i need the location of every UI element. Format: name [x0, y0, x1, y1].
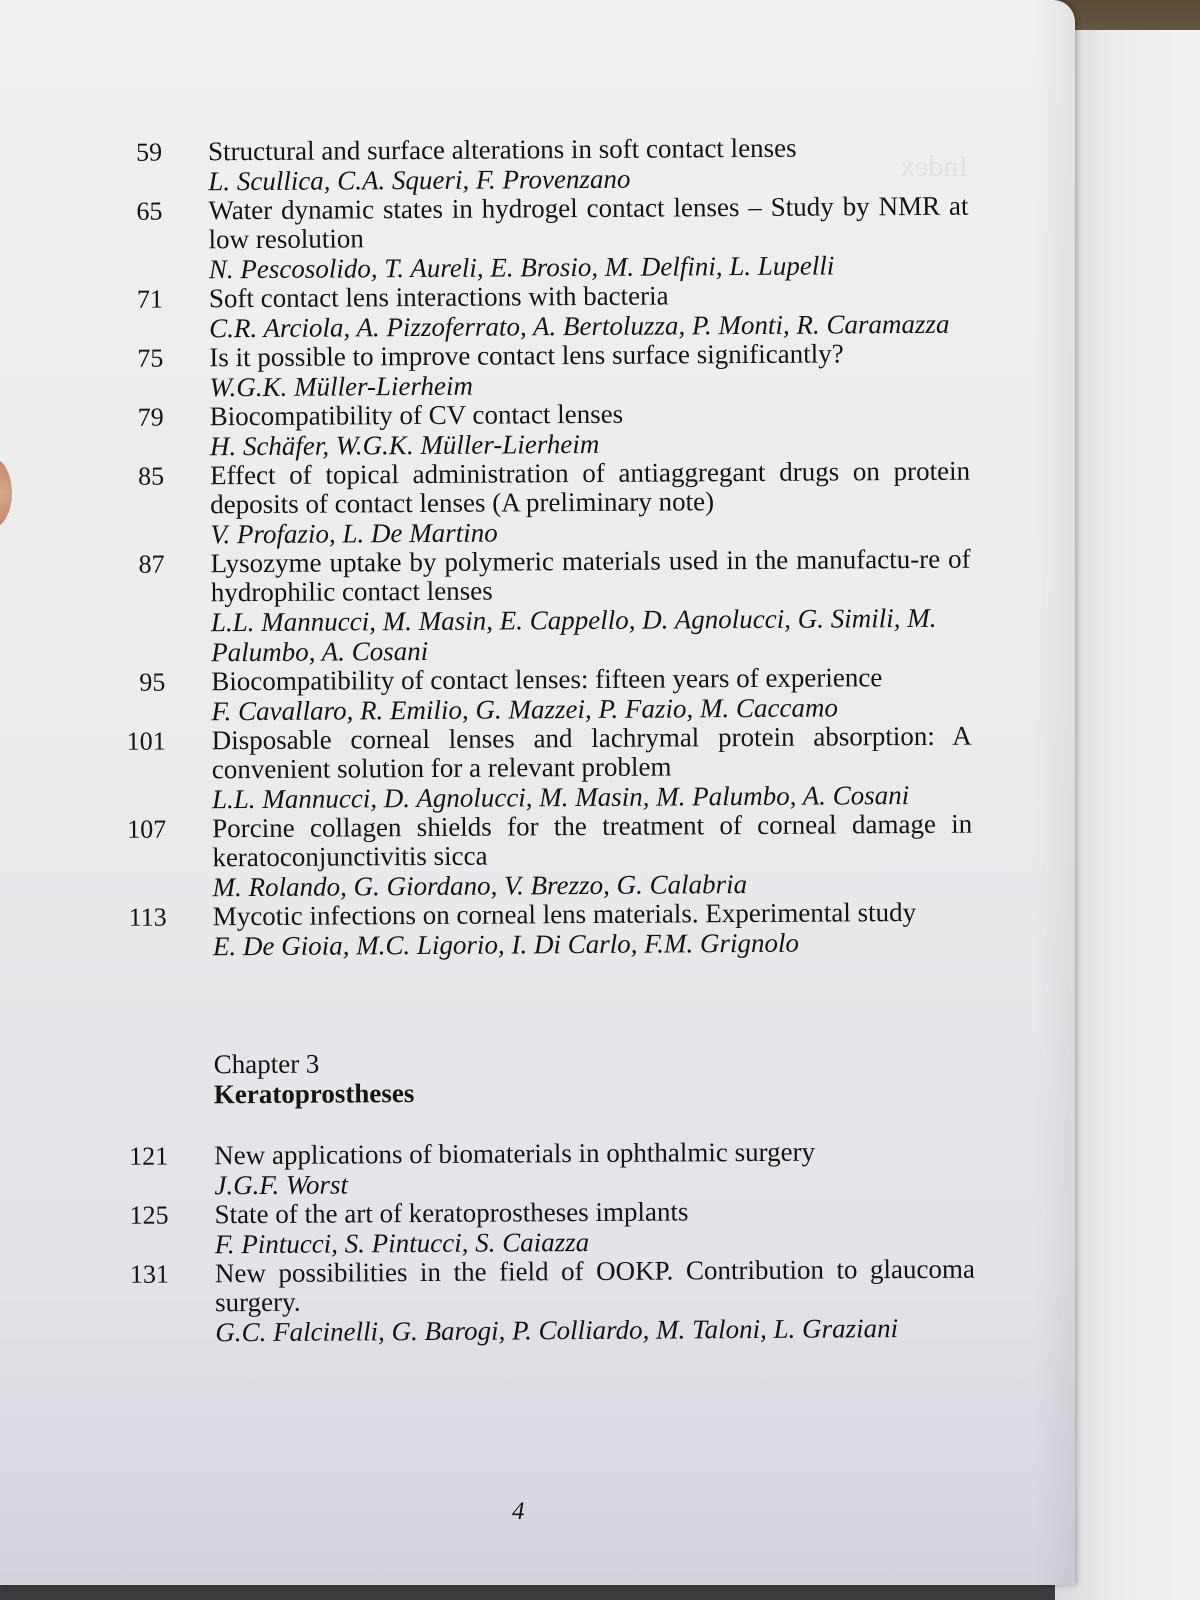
entry-authors: V. Profazio, L. De Martino — [210, 517, 498, 550]
toc-entry — [98, 1136, 998, 1200]
entry-text — [211, 545, 972, 668]
entry-text — [214, 1196, 974, 1260]
entry-authors: C.R. Arciola, A. Pizzoferrato, A. Bertoluzza, P. Monti, R. Caramazza — [209, 308, 950, 344]
entry-authors: N. Pescosolido, T. Aureli, E. Brosio, M. Delfini, L. Lupelli — [208, 250, 835, 285]
entry-authors: W.G.K. Müller-Lierheim — [209, 370, 474, 403]
entry-authors: F. Cavallaro, R. Emilio, G. Mazzei, P. Fazio, M. Caccamo — [211, 692, 839, 727]
entry-authors: F. Pintucci, S. Pintucci, S. Caiazza — [214, 1226, 590, 1260]
entry-text — [211, 663, 971, 727]
entry-title: Disposable corneal lenses and lachrymal protein absorption: A convenient solution for a relevant problem — [211, 720, 972, 785]
page-curl-shadow — [1035, 0, 1075, 1585]
chapter-title: Keratoprostheses — [213, 1078, 415, 1110]
entry-title: Biocompatibility of contact lenses: fifteen years of experience — [211, 662, 883, 697]
entry-title: Mycotic infections on corneal lens materials. Experimental study — [212, 896, 917, 932]
page-number: 4 — [512, 1498, 525, 1525]
entry-authors: J.G.F. Worst — [214, 1169, 349, 1201]
entry-authors: L.L. Mannucci, D. Agnolucci, M. Masin, M. Palumbo, A. Cosani — [211, 780, 910, 815]
entry-authors: M. Rolando, G. Giordano, V. Brezzo, G. Calabria — [212, 869, 748, 903]
entry-title: New possibilities in the field of OOKP. Contribution to glaucoma surgery. — [214, 1253, 976, 1318]
entry-authors: G.C. Falcinelli, G. Barogi, P. Colliardo, M. Taloni, L. Graziani — [215, 1313, 899, 1348]
entry-page-number: 59 — [135, 137, 163, 167]
entry-title: State of the art of keratoprostheses implants — [214, 1196, 689, 1230]
toc-entry — [94, 397, 994, 461]
entry-text — [212, 722, 973, 815]
entry-authors: L.L. Mannucci, M. Masin, E. Cappello, D. Agnolucci, G. Simili, M. Palumbo, A. Cosani — [210, 602, 937, 668]
entry-title: Effect of topical administration of antiaggregant drugs on protein deposits of contact lenses (A preliminary note) — [209, 455, 971, 520]
entry-page-number: 87 — [138, 549, 165, 579]
entry-text — [209, 280, 969, 344]
entry-text — [209, 339, 969, 403]
entry-title: New applications of biomaterials in ophthalmic surgery — [214, 1136, 816, 1171]
entry-text — [213, 898, 973, 962]
entry-page-number: 71 — [136, 284, 164, 314]
entry-title: Biocompatibility of CV contact lenses — [209, 398, 624, 432]
entry-title: Lysozyme uptake by polymeric materials used in the manufactu-re of hydrophilic contact lenses — [210, 543, 971, 608]
toc-entry — [99, 1254, 1000, 1347]
chapter-label: Chapter 3 — [213, 1048, 320, 1080]
entry-page-number: 121 — [129, 1141, 169, 1171]
entry-page-number: 125 — [129, 1200, 169, 1230]
toc-entry — [93, 279, 993, 343]
entry-text — [215, 1255, 976, 1348]
table-of-contents — [92, 133, 999, 1348]
toc-entry — [98, 1195, 998, 1259]
entry-title: Porcine collagen shields for the treatment of corneal damage in keratoconjunctivitis sicca — [212, 808, 973, 873]
toc-entry — [95, 544, 996, 667]
entry-page-number: 79 — [137, 402, 164, 432]
entry-title: Is it possible to improve contact lens surface significantly? — [209, 338, 844, 373]
entry-title: Water dynamic states in hydrogel contact lenses – Study by NMR at low resolution — [208, 190, 969, 255]
entry-page-number: 65 — [136, 196, 163, 226]
toc-entry — [94, 456, 995, 549]
chapter-heading — [214, 1044, 998, 1109]
toc-entry — [96, 721, 997, 814]
entry-page-number: 113 — [128, 902, 167, 932]
entry-page-number: 107 — [127, 814, 167, 844]
toc-entry — [95, 662, 995, 726]
entry-authors: H. Schäfer, W.G.K. Müller-Lierheim — [209, 428, 600, 462]
entry-text — [210, 398, 970, 462]
toc-entry — [97, 897, 997, 961]
toc-entry — [92, 192, 993, 285]
show-through-text: Index — [900, 150, 969, 183]
entry-page-number: 75 — [137, 343, 164, 373]
entry-page-number: 101 — [126, 726, 166, 756]
entry-title: Structural and surface alterations in soft contact lenses — [207, 132, 797, 167]
entry-page-number: 85 — [137, 461, 165, 491]
entry-authors: E. De Gioia, M.C. Ligorio, I. Di Carlo, F.M. Grignolo — [212, 927, 800, 962]
adjacent-page-edge — [1055, 30, 1200, 1600]
entry-page-number: 95 — [139, 667, 166, 697]
contents-list-chapter-2 — [92, 133, 997, 962]
entry-text — [208, 192, 969, 285]
contents-list-chapter-3 — [98, 1136, 999, 1347]
toc-entry — [92, 133, 992, 197]
entry-title: Soft contact lens interactions with bacteria — [208, 280, 669, 314]
entry-authors: L. Scullica, C.A. Squeri, F. Provenzano — [208, 163, 631, 197]
toc-entry — [93, 338, 993, 402]
entry-text — [208, 133, 968, 197]
entry-text — [214, 1137, 974, 1201]
entry-text — [212, 810, 973, 903]
entry-text — [210, 457, 971, 550]
entry-page-number: 131 — [129, 1259, 170, 1289]
toc-entry — [96, 809, 997, 902]
